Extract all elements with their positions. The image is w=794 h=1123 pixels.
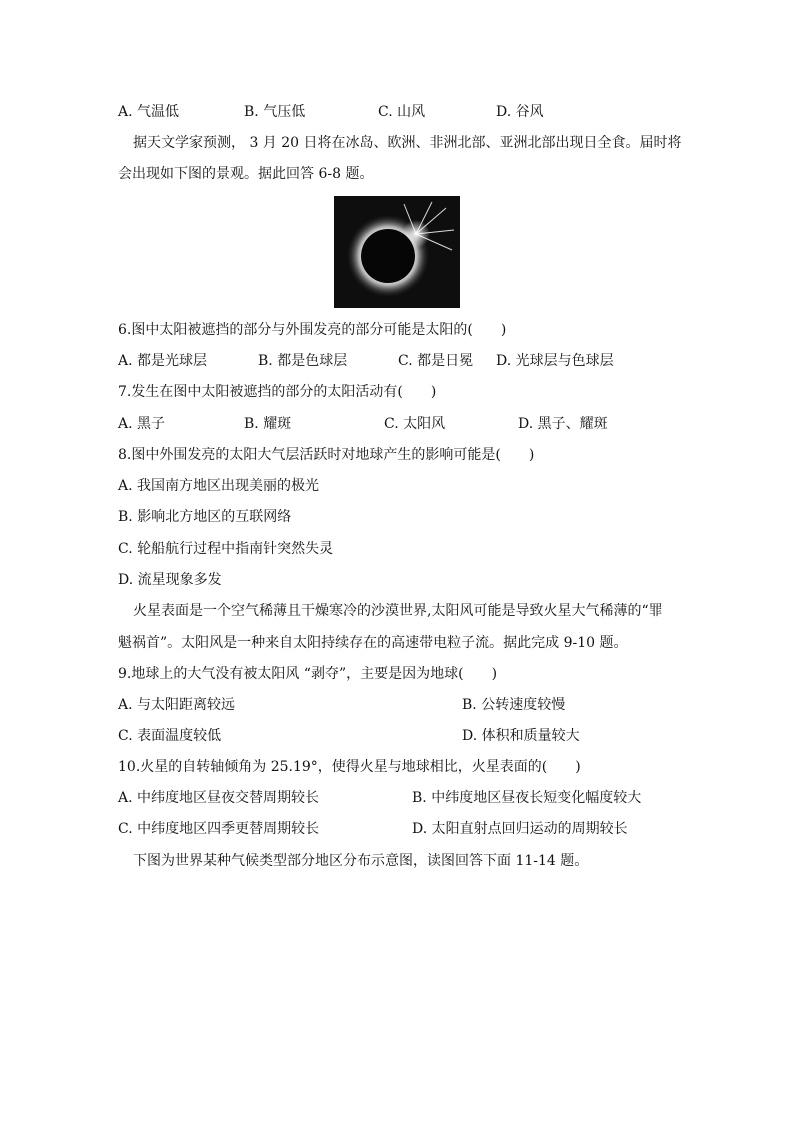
option-c: C. 轮船航行过程中指南针突然失灵 [118,541,334,557]
option-c: C. 都是日冕 [398,353,474,369]
option-b: B. 影响北方地区的互联网络 [118,509,292,525]
option-c: C. 山风 [378,104,426,120]
question-stem: 8.图中外围发亮的太阳大气层活跃时对地球产生的影响可能是( ) [118,447,535,463]
question-stem: 10.火星的自转轴倾角为 25.19°，使得火星与地球相比，火星表面的( ) [118,759,581,775]
option-d: D. 光球层与色球层 [496,353,614,369]
option-c: C. 表面温度较低 [118,728,222,744]
option-a: A. 中纬度地区昼夜交替周期较长 [118,790,320,806]
solar-eclipse-image [334,196,460,308]
option-b: B. 耀斑 [244,416,292,432]
option-a: A. 都是光球层 [118,353,208,369]
option-d: D. 太阳直射点回归运动的周期较长 [412,821,628,837]
passage-intro: 会出现如下图的景观。据此回答 6-8 题。 [118,166,374,182]
solar-eclipse-image [334,196,460,308]
option-b: B. 中纬度地区昼夜长短变化幅度较大 [412,790,642,806]
option-a: A. 与太阳距离较远 [118,697,236,713]
question-stem: 6.图中太阳被遮挡的部分与外围发亮的部分可能是太阳的( ) [118,322,507,338]
option-b: B. 公转速度较慢 [462,697,566,713]
passage-intro: 下图为世界某种气候类型部分地区分布示意图，读图回答下面 11-14 题。 [133,853,589,869]
option-c: C. 太阳风 [384,416,446,432]
option-b: B. 都是色球层 [258,353,348,369]
option-d: D. 流星现象多发 [118,572,222,588]
option-a: A. 气温低 [118,104,180,120]
passage-intro: 魁祸首”。太阳风是一种来自太阳持续存在的高速带电粒子流。据此完成 9-10 题。 [118,635,628,651]
option-d: D. 体积和质量较大 [462,728,580,744]
option-b: B. 气压低 [244,104,306,120]
option-d: D. 黑子、耀斑 [518,416,608,432]
option-a: A. 我国南方地区出现美丽的极光 [118,478,320,494]
question-stem: 7.发生在图中太阳被遮挡的部分的太阳活动有( ) [118,384,437,400]
passage-intro: 据天文学家预测， 3 月 20 日将在冰岛、欧洲、非洲北部、亚洲北部出现日全食。届时将 [133,135,682,151]
option-d: D. 谷风 [496,104,544,120]
question-stem: 9.地球上的大气没有被太阳风 “剥夺”，主要是因为地球( ) [118,666,498,682]
passage-intro: 火星表面是一个空气稀薄且干燥寒冷的沙漠世界,太阳风可能是导致火星大气稀薄的“罪 [133,603,663,619]
option-c: C. 中纬度地区四季更替周期较长 [118,821,320,837]
option-a: A. 黑子 [118,416,166,432]
